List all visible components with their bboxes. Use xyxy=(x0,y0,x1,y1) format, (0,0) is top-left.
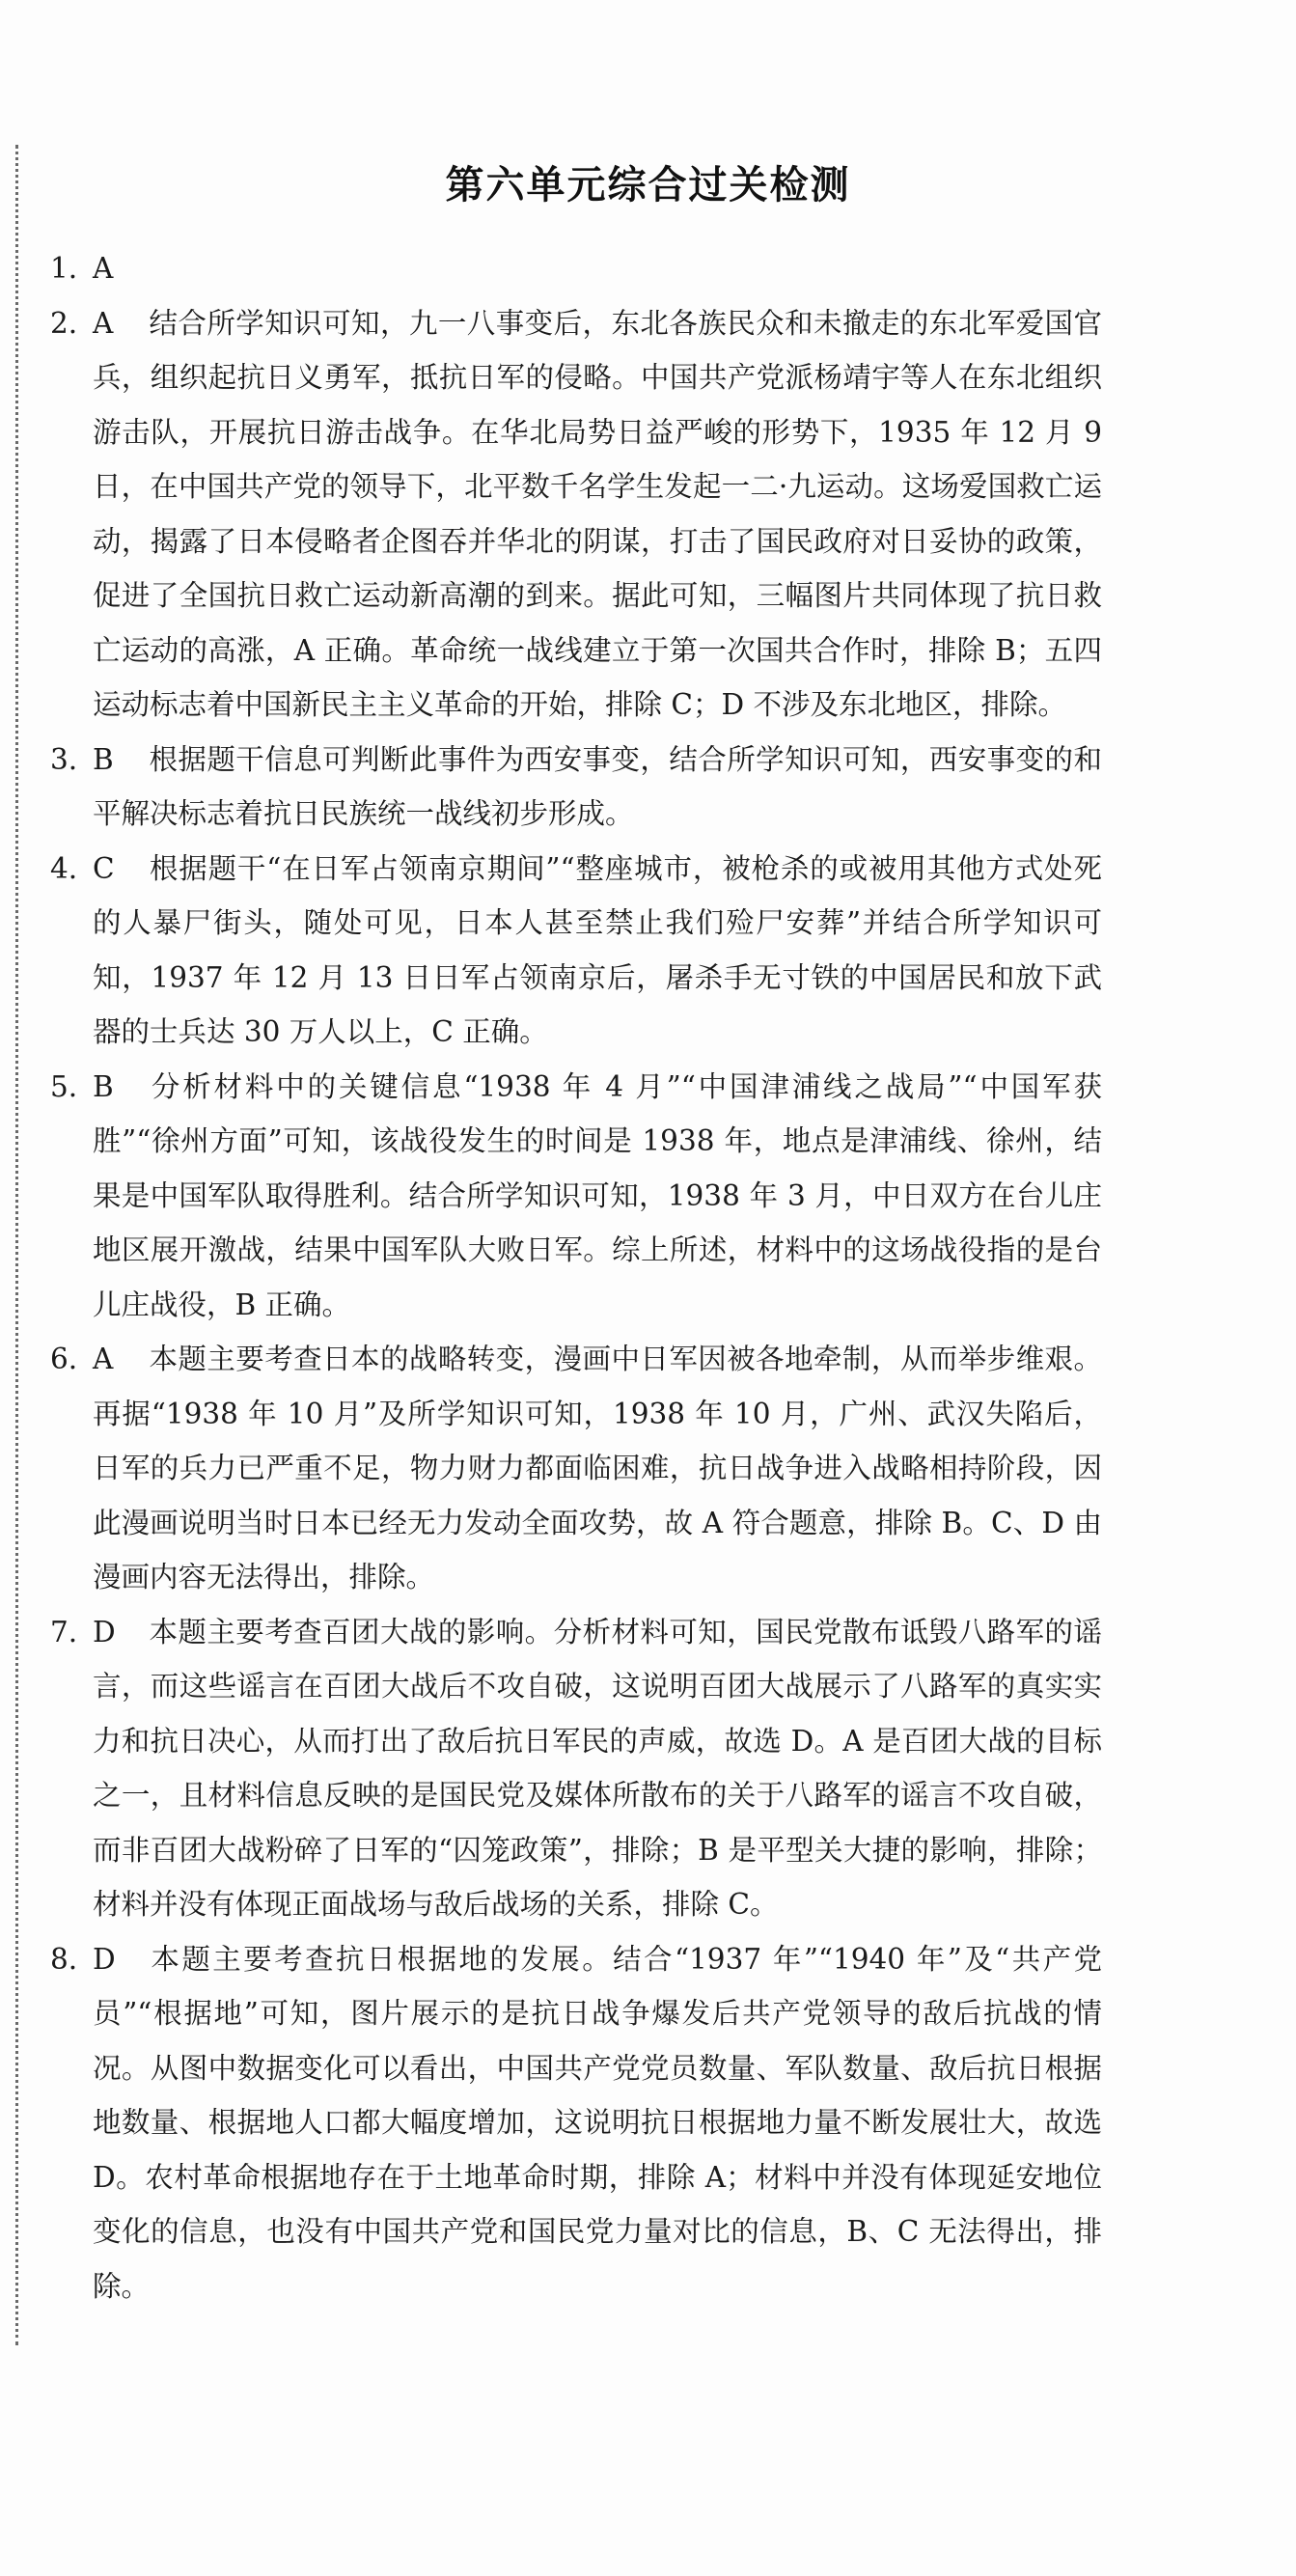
item-answer: C xyxy=(93,851,115,885)
item-number: 5. xyxy=(50,1069,78,1103)
item-body xyxy=(93,1932,1102,2314)
item-answer: A xyxy=(93,1343,114,1375)
answer-item-5 xyxy=(50,1060,1102,1333)
item-explanation: 本题主要考查抗日根据地的发展。结合“1937 年”“1940 年”及“共产党员”“根据地”可知，图片展示的是抗日战争爆发后共产党领导的敌后抗战的情况。从图中数据变化可以看出，中国共产党党员数量、军队数量、敌后抗日根据地数量、根据地人口都大幅度增加，这说明抗日根据地力量不断发展壮大，故选 D。农村革命根据地存在于土地革命时期，排除 A；材料中并没有体现延安地位变化的信息，也没有中国共产党和国民党力量对比的信息，B、C 无法得出，排除。 xyxy=(93,1942,1102,2303)
item-body xyxy=(93,241,1102,296)
item-number: 2. xyxy=(50,306,78,340)
item-explanation: 本题主要考查日本的战略转变，漫画中日军因被各地牵制，从而举步维艰。再据“1938 年 10 月”及所学知识可知，1938 年 10 月，广州、武汉失陷后，日军的兵力已严重不足，物力财力都面临困难，抗日战争进入战略相持阶段，因此漫画说明当时日本已经无力发动全面攻势，故 A 符合题意，排除 B。C、D 由漫画内容无法得出，排除。 xyxy=(93,1343,1102,1593)
item-explanation: 本题主要考查百团大战的影响。分析材料可知，国民党散布诋毁八路军的谣言，而这些谣言在百团大战后不攻自破，这说明百团大战展示了八路军的真实实力和抗日决心，从而打出了敌后抗日军民的声威，故选 D。A 是百团大战的目标之一，且材料信息反映的是国民党及媒体所散布的关于八路军的谣言不攻自破，而非百团大战粉碎了日军的“囚笼政策”，排除；B 是平型关大捷的影响，排除；材料并没有体现正面战场与敌后战场的关系，排除 C。 xyxy=(93,1615,1102,1921)
item-answer: D xyxy=(93,1942,116,1976)
item-body xyxy=(93,733,1102,842)
item-answer: B xyxy=(93,1069,114,1103)
item-number: 8. xyxy=(50,1942,78,1976)
binding-cut-line xyxy=(15,145,18,2345)
answer-item-6 xyxy=(50,1332,1102,1605)
answer-item-4 xyxy=(50,842,1102,1060)
item-explanation: 根据题干“在日军占领南京期间”“整座城市，被枪杀的或被用其他方式处死的人暴尸街头，随处可见，日本人甚至禁止我们殓尸安葬”并结合所学知识可知，1937 年 12 月 13 日日军占领南京后，屠杀手无寸铁的中国居民和放下武器的士兵达 30 万人以上，C 正确。 xyxy=(93,851,1102,1048)
answer-item-7 xyxy=(50,1605,1102,1932)
item-explanation: 分析材料中的关键信息“1938 年 4 月”“中国津浦线之战局”“中国军获胜”“徐州方面”可知，该战役发生的时间是 1938 年，地点是津浦线、徐州，结果是中国军队取得胜利。结合所学知识可知，1938 年 3 月，中日双方在台儿庄地区展开激战，结果中国军队大败日军。综上所述，材料中的这场战役指的是台儿庄战役，B 正确。 xyxy=(93,1069,1102,1321)
answer-list xyxy=(50,241,1102,2313)
answer-item-2 xyxy=(50,296,1102,733)
page-title: 第六单元综合过关检测 xyxy=(445,163,851,208)
item-number: 1. xyxy=(50,252,78,285)
item-body xyxy=(93,1332,1102,1605)
item-body xyxy=(93,1060,1102,1333)
item-number: 7. xyxy=(50,1615,78,1648)
answer-item-1 xyxy=(50,241,1102,296)
item-explanation: 结合所学知识可知，九一八事变后，东北各族民众和未撤走的东北军爱国官兵，组织起抗日义勇军，抵抗日军的侵略。中国共产党派杨靖宇等人在东北组织游击队，开展抗日游击战争。在华北局势日益严峻的形势下，1935 年 12 月 9 日，在中国共产党的领导下，北平数千名学生发起一二·九运动。这场爱国救亡运动，揭露了日本侵略者企图吞并华北的阴谋，打击了国民政府对日妥协的政策，促进了全国抗日救亡运动新高潮的到来。据此可知，三幅图片共同体现了抗日救亡运动的高涨，A 正确。革命统一战线建立于第一次国共合作时，排除 B；五四运动标志着中国新民主主义革命的开始，排除 C；D 不涉及东北地区，排除。 xyxy=(93,306,1102,721)
item-explanation: 根据题干信息可判断此事件为西安事变，结合所学知识可知，西安事变的和平解决标志着抗日民族统一战线初步形成。 xyxy=(93,742,1102,830)
item-answer: B xyxy=(93,742,114,776)
item-answer: A xyxy=(93,306,114,340)
item-number: 4. xyxy=(50,851,78,885)
item-answer: A xyxy=(93,252,114,285)
item-number: 3. xyxy=(50,742,78,776)
item-body xyxy=(93,296,1102,733)
answer-item-8 xyxy=(50,1932,1102,2314)
item-body xyxy=(93,842,1102,1060)
answer-item-3 xyxy=(50,733,1102,842)
item-answer: D xyxy=(93,1615,116,1648)
item-body xyxy=(93,1605,1102,1932)
item-number: 6. xyxy=(50,1343,78,1375)
